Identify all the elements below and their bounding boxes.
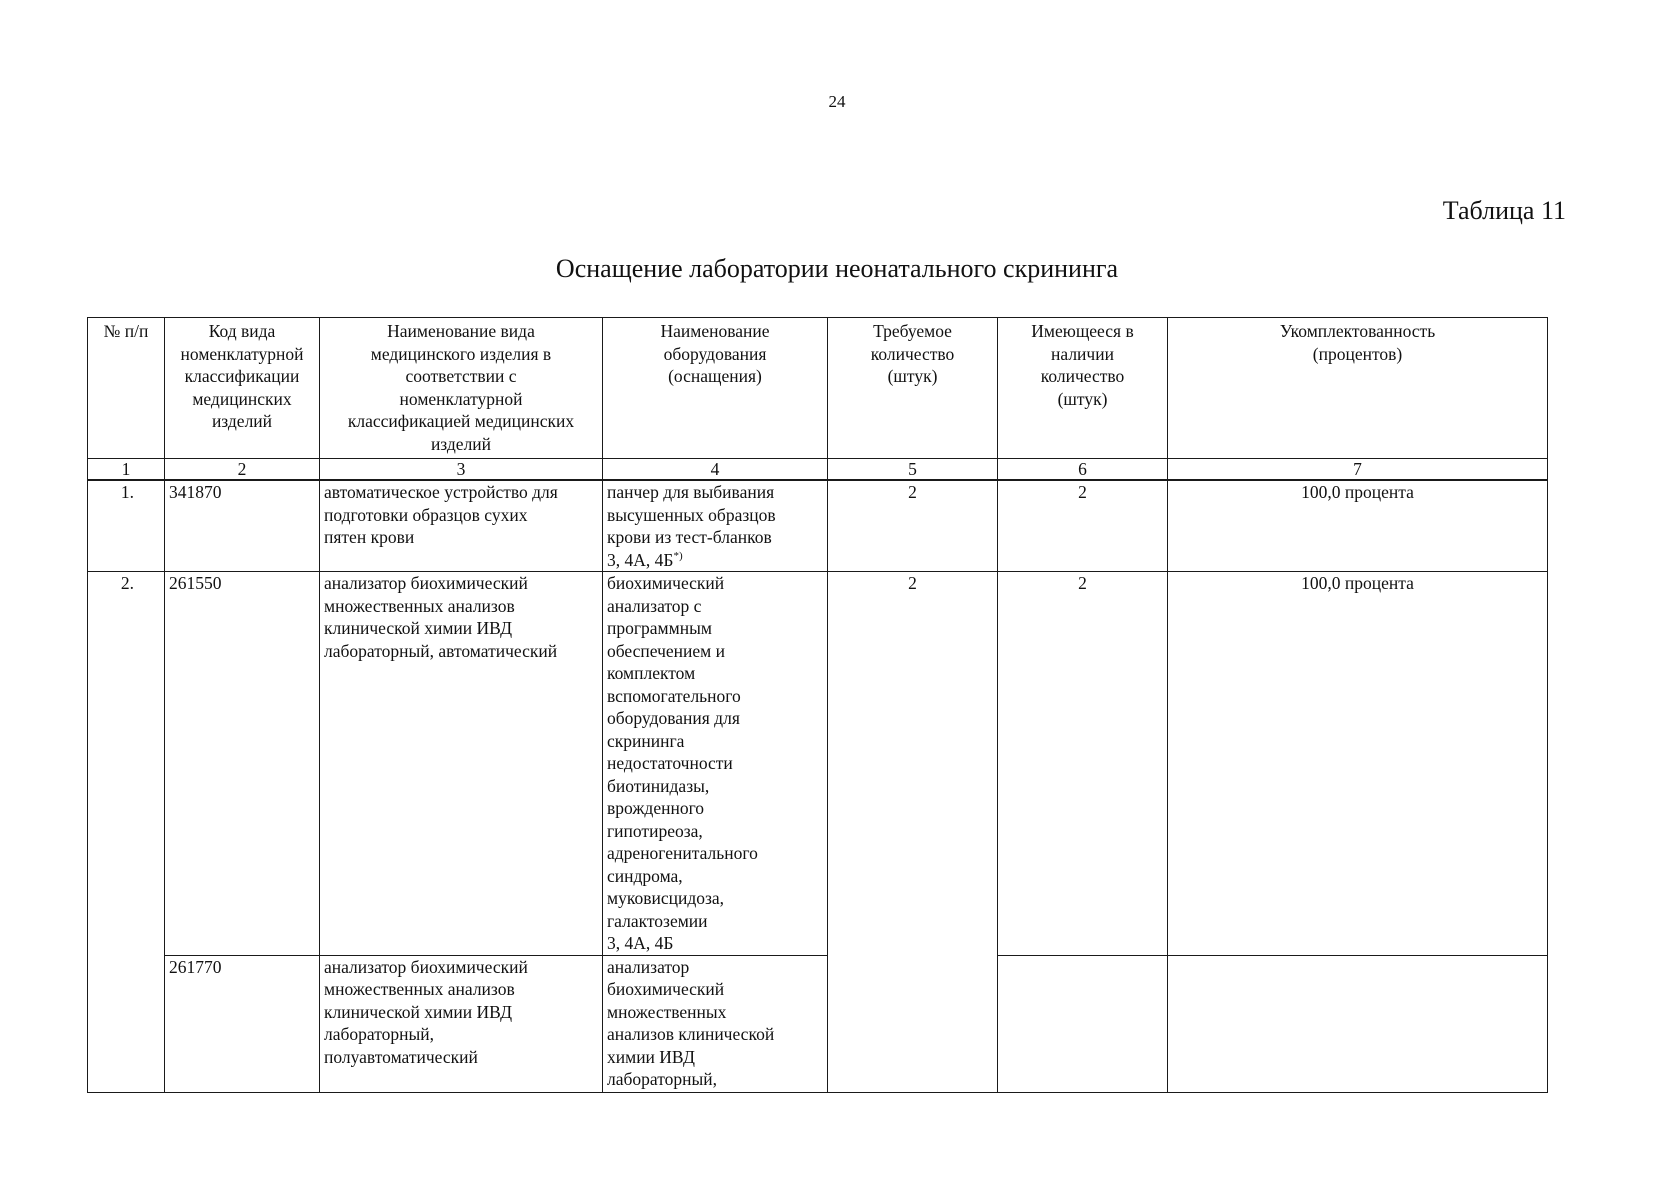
column-number: 3 bbox=[320, 459, 603, 481]
column-number: 5 bbox=[828, 459, 998, 481]
header-completeness: Укомплектованность (процентов) bbox=[1168, 318, 1548, 459]
column-number: 6 bbox=[998, 459, 1168, 481]
row-kind: анализатор биохимический множественных анализов клинической химии ИВД лабораторный, полуавтоматический bbox=[320, 955, 603, 1092]
row-completeness bbox=[1168, 955, 1548, 1092]
row-equipment-text: панчер для выбивания высушенных образцов крови из тест-бланков 3, 4А, 4Б bbox=[607, 482, 776, 570]
document-title: Оснащение лаборатории неонатального скрининга bbox=[555, 254, 1119, 283]
row-kind: автоматическое устройство для подготовки образцов сухих пятен крови bbox=[320, 480, 603, 572]
row-code: 261770 bbox=[165, 955, 320, 1092]
header-kind: Наименование вида медицинского изделия в соответствии с номенклатурной классификацией медицинских изделий bbox=[320, 318, 603, 459]
row-available: 2 bbox=[998, 480, 1168, 572]
table-row bbox=[88, 572, 1548, 956]
footnote-mark: *) bbox=[673, 549, 683, 562]
header-required: Требуемое количество (штук) bbox=[828, 318, 998, 459]
table-row bbox=[88, 955, 1548, 1092]
row-completeness: 100,0 процента bbox=[1168, 480, 1548, 572]
row-completeness: 100,0 процента bbox=[1168, 572, 1548, 956]
row-equipment: анализатор биохимический множественных анализов клинической химии ИВД лабораторный, bbox=[603, 955, 828, 1092]
row-available bbox=[998, 955, 1168, 1092]
column-number: 7 bbox=[1168, 459, 1548, 481]
header-equipment: Наименование оборудования (оснащения) bbox=[603, 318, 828, 459]
row-kind: анализатор биохимический множественных анализов клинической химии ИВД лабораторный, автоматический bbox=[320, 572, 603, 956]
row-code: 341870 bbox=[165, 480, 320, 572]
row-required: 2 bbox=[828, 572, 998, 1093]
row-equipment: биохимический анализатор с программным обеспечением и комплектом вспомогательного оборудования для скрининга недостаточности биотинидазы, врожденного гипотиреоза, адреногенитального синдрома, муковисцидоза, галактоземии 3, 4А, 4Б bbox=[603, 572, 828, 956]
table-row bbox=[88, 480, 1548, 572]
header-row bbox=[88, 318, 1548, 459]
page-number: 24 bbox=[828, 92, 846, 111]
column-number: 2 bbox=[165, 459, 320, 481]
row-available: 2 bbox=[998, 572, 1168, 956]
header-available: Имеющееся в наличии количество (штук) bbox=[998, 318, 1168, 459]
row-code: 261550 bbox=[165, 572, 320, 956]
equipment-table bbox=[87, 317, 1548, 1093]
column-number: 4 bbox=[603, 459, 828, 481]
row-number: 1. bbox=[88, 480, 165, 572]
column-number-row bbox=[88, 459, 1548, 481]
row-required: 2 bbox=[828, 480, 998, 572]
column-number: 1 bbox=[88, 459, 165, 481]
table-label: Таблица 11 bbox=[1442, 196, 1566, 225]
row-equipment bbox=[603, 480, 828, 572]
header-number: № п/п bbox=[88, 318, 165, 459]
header-code: Код вида номенклатурной классификации медицинских изделий bbox=[165, 318, 320, 459]
row-number: 2. bbox=[88, 572, 165, 1093]
